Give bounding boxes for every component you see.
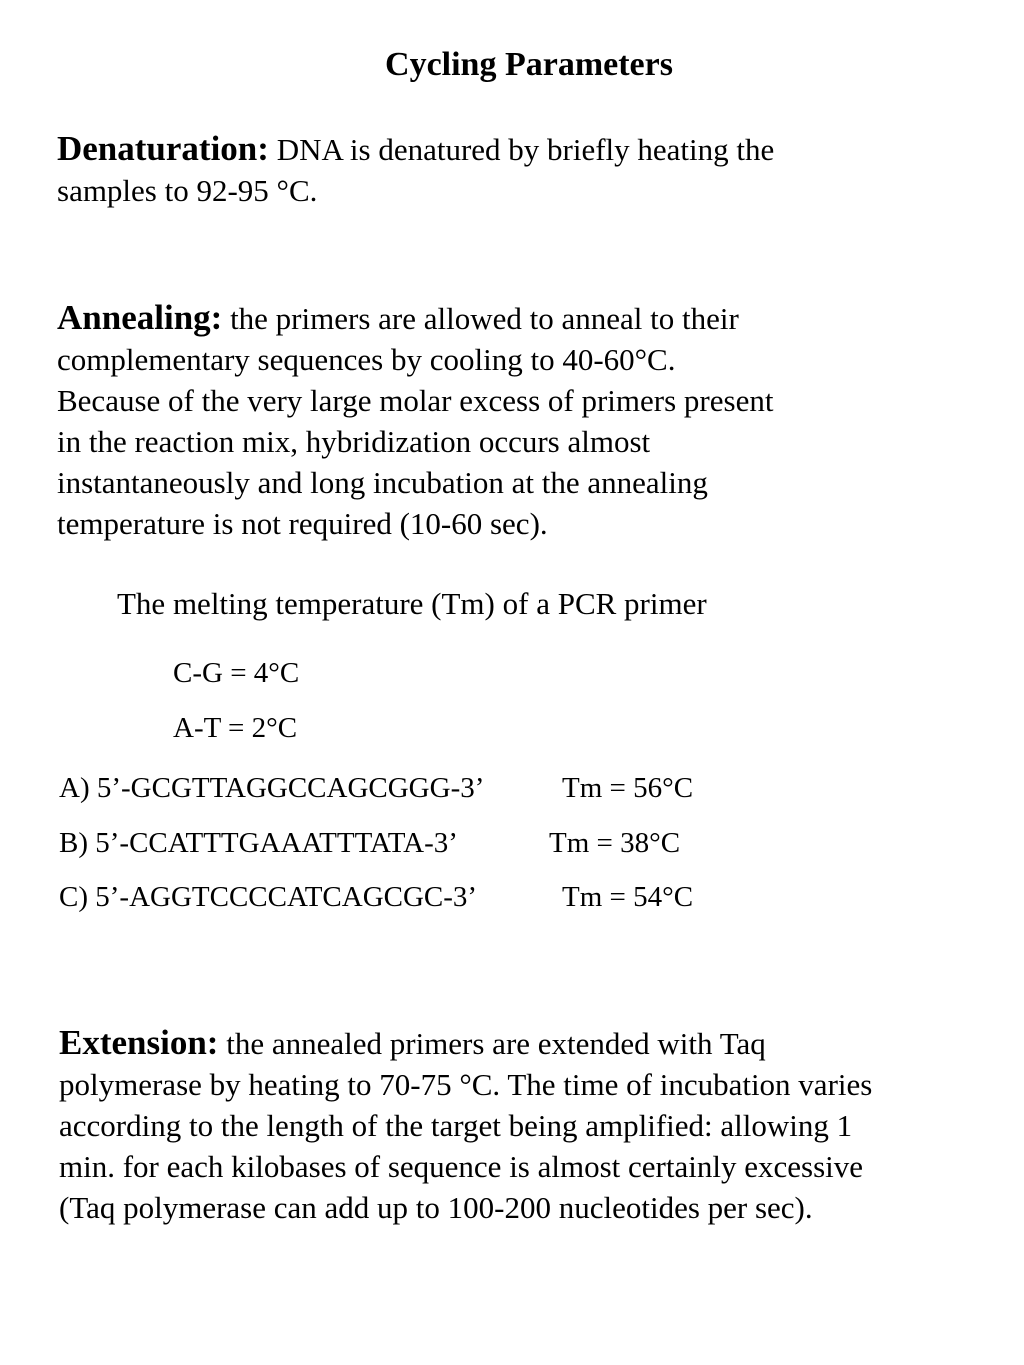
annealing-text-5: instantaneously and long incubation at the annealing bbox=[57, 465, 708, 500]
annealing-text-3: Because of the very large molar excess of primers present bbox=[57, 383, 774, 418]
extension-paragraph bbox=[59, 1022, 872, 1228]
annealing-line-1 bbox=[57, 297, 773, 339]
annealing-text-2: complementary sequences by cooling to 40-60°C. bbox=[57, 342, 676, 377]
denaturation-text-1: DNA is denatured by briefly heating the bbox=[268, 132, 775, 167]
sequence-row-a bbox=[59, 770, 694, 806]
annealing-paragraph bbox=[57, 297, 773, 544]
annealing-text-4: in the reaction mix, hybridization occurs almost bbox=[57, 424, 651, 459]
melting-intro: The melting temperature (Tm) of a PCR primer bbox=[117, 586, 707, 621]
extension-text-2: polymerase by heating to 70-75 °C. The time of incubation varies bbox=[59, 1067, 873, 1102]
sequence-tm-b: Tm = 38°C bbox=[549, 827, 681, 859]
extension-text-4: min. for each kilobases of sequence is almost certainly excessive bbox=[59, 1149, 864, 1184]
denaturation-line-1 bbox=[57, 128, 774, 170]
extension-heading: Extension: bbox=[59, 1023, 219, 1062]
sequence-label-c: C) 5’-AGGTCCCCATCAGCGC-3’ bbox=[59, 881, 478, 913]
extension-text-3: according to the length of the target being amplified: allowing 1 bbox=[59, 1108, 853, 1143]
page-title: Cycling Parameters bbox=[385, 46, 673, 83]
extension-line-1 bbox=[59, 1022, 872, 1064]
sequence-tm-a: Tm = 56°C bbox=[562, 772, 694, 804]
extension-text-5: (Taq polymerase can add up to 100-200 nucleotides per sec). bbox=[59, 1190, 813, 1225]
sequence-row-c bbox=[59, 879, 694, 915]
denaturation-heading: Denaturation: bbox=[57, 129, 269, 168]
annealing-text-6: temperature is not required (10-60 sec). bbox=[57, 506, 548, 541]
cg-value: C-G = 4°C bbox=[173, 657, 300, 689]
extension-text-1: the annealed primers are extended with Taq bbox=[218, 1026, 766, 1061]
sequence-label-a: A) 5’-GCGTTAGGCCAGCGGG-3’ bbox=[59, 772, 485, 804]
annealing-heading: Annealing: bbox=[57, 298, 223, 337]
denaturation-paragraph bbox=[57, 128, 774, 211]
at-value: A-T = 2°C bbox=[173, 712, 298, 744]
denaturation-text-2: samples to 92-95 °C. bbox=[57, 173, 318, 208]
sequence-label-b: B) 5’-CCATTTGAAATTTATA-3’ bbox=[59, 827, 458, 859]
sequence-tm-c: Tm = 54°C bbox=[562, 881, 694, 913]
sequence-row-b bbox=[59, 825, 681, 861]
annealing-text-1: the primers are allowed to anneal to their bbox=[222, 301, 739, 336]
